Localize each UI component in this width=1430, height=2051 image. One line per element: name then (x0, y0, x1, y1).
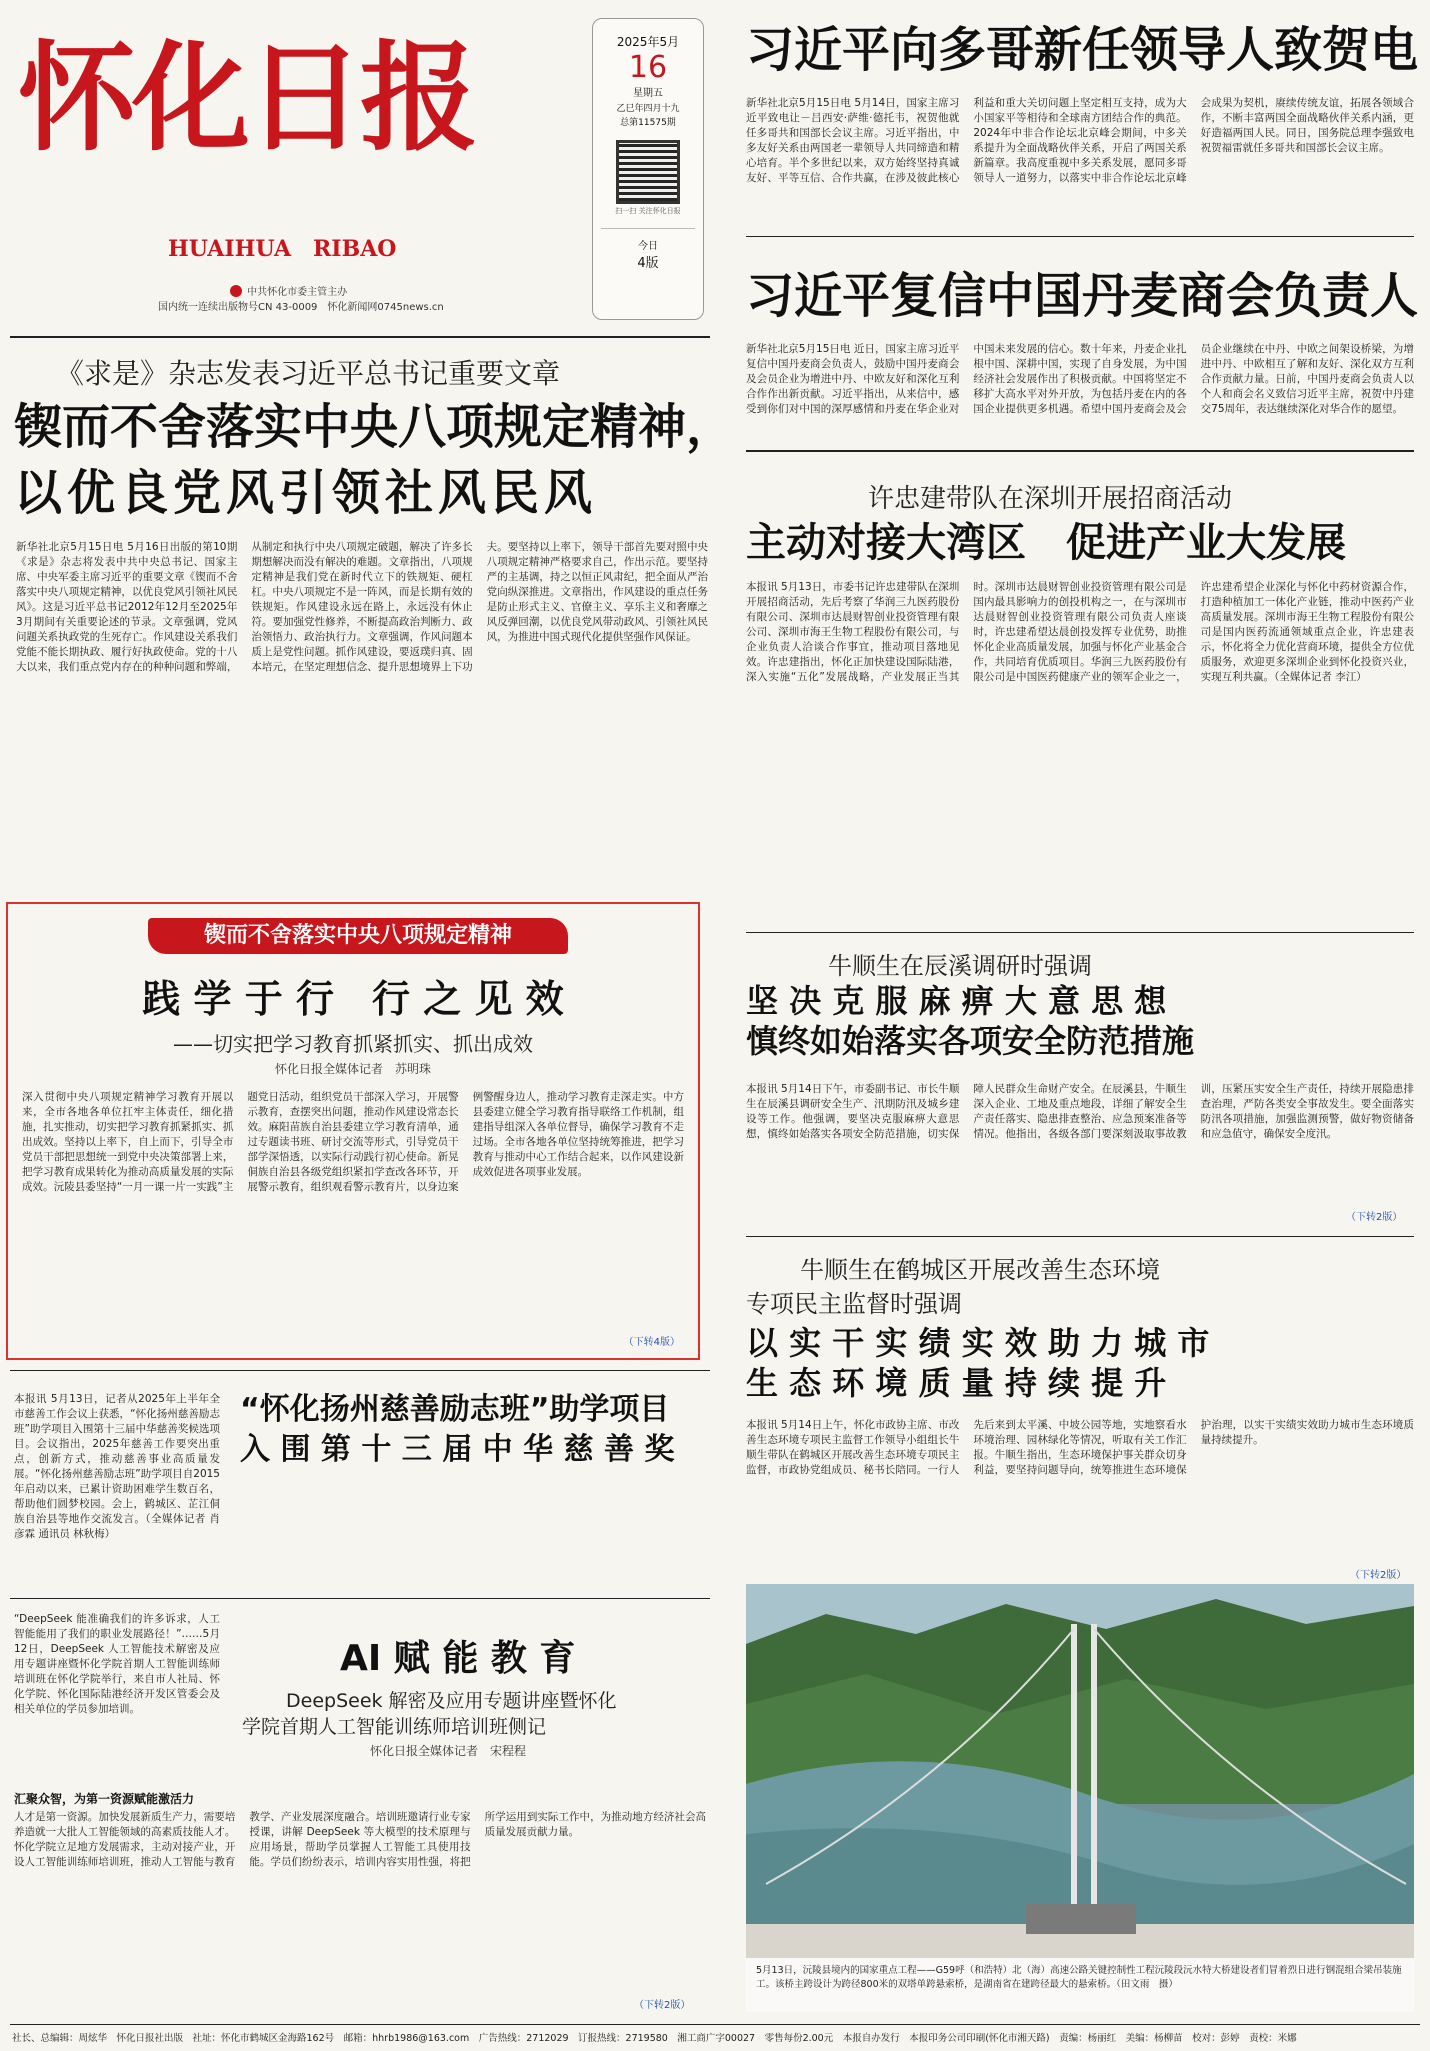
s1-title: 习近平向多哥新任领导人致贺电 (746, 22, 1419, 78)
date-box (592, 18, 704, 320)
divider (10, 336, 710, 338)
s7-title-line1: 以 实 干 实 绩 实 效 助 力 城 市 (746, 1324, 1210, 1362)
footer-info: 社长、总编辑：周炫华 怀化日报社出版 社址：怀化市鹤城区金海路162号 邮箱：hhrb1986@163.com 广告热线：2712029 订报热线：2719580 湘工商广字00027 零售每份2.00元 本报自办发行 本报印务公司印刷(怀化市湘天路) 责编：杨丽红 美编：杨柳苗 校对：彭婷 责校：米娜 (12, 2033, 1297, 2044)
s6-title-line1: 坚 决 克 服 麻 痹 大 意 思 想 (746, 982, 1167, 1020)
s9-section-head: 汇聚众智，为第一资源赋能激活力 (14, 1792, 195, 1806)
s4-title: 主动对接大湾区 促进产业大发展 (746, 520, 1346, 566)
bridge-photo-illustration (746, 1584, 1414, 2012)
s6-body: 本报讯 5月14日下午，市委副书记、市长牛顺生在辰溪县调研安全生产、汛期防汛及城乡建设等工作。他强调，要坚决克服麻痹大意思想，慎终如始落实各项安全防范措施，切实保障人民群众生命财产安全。在辰溪县，牛顺生深入企业、工地及重点地段，详细了解安全生产责任落实、隐患排查整治、应急预案准备等情况。他指出，各级各部门要深刻汲取事故教训，压紧压实安全生产责任，持续开展隐患排查治理，严防各类安全事故发生。要全面落实防汛各项措施，加强监测预警，做好物资储备和应急值守，确保安全度汛。 (746, 1083, 1414, 1140)
s5-title: 践 学 于 行 行 之 见 效 (142, 976, 564, 1021)
masthead-title: 怀化日报 (18, 28, 475, 167)
s1-body: 新华社北京5月15日电 5月14日，国家主席习近平致电让－吕西安·萨维·德托韦，祝贺他就任多哥共和国部长会议主席。习近平指出，中多友好关系由两国老一辈领导人共同缔造和精心培育。半个多世纪以来，双方始终坚持真诚友好、平等互信、合作共赢，在涉及彼此核心利益和重大关切问题上坚定相互支持，成为大小国家平等相待和全球南方团结合作的典范。2024年中非合作论坛北京峰会期间，中多关系提升为全面战略伙伴关系，开启了两国关系新篇章。我高度重视中多关系发展，愿同多哥领导人一道努力，以落实中非合作论坛北京峰会成果为契机，赓续传统友谊，拓展各领域合作，不断丰富两国全面战略伙伴关系内涵，更好造福两国人民。同日，国务院总理李强致电祝贺福雷就任多哥共和国部长会议主席。 (746, 97, 1414, 184)
divider (10, 1598, 710, 1599)
divider (10, 1370, 710, 1371)
s5-body: 深入贯彻中央八项规定精神学习教育开展以来，全市各地各单位扛牢主体责任，细化措施，扎实推动，切实把学习教育抓紧抓实、抓出成效。坚持以上率下，自上而下，引导全市党员干部把思想统一到党中央决策部署上来，把学习教育成果转化为推动高质量发展的实际成效。沅陵县委坚持“一月一课一片一实践”主题党日活动，组织党员干部深入学习，开展警示教育，查摆突出问题，推动作风建设常态长效。麻阳苗族自治县委建立学习教育清单，通过专题读书班、研讨交流等形式，引导党员干部学深悟透，以实际行动践行初心使命。新晃侗族自治县各级党组织紧扣学查改各环节，开展警示教育，组织观看警示教育片，以身边案例警醒身边人，推动学习教育走深走实。中方县委建立健全学习教育指导联络工作机制，组建指导组深入各单位督导，确保学习教育不走过场。全市各地各单位坚持统筹推进，把学习教育与推动中心工作结合起来，以作风建设新成效促进各项事业发展。 (22, 1091, 684, 1193)
publication-number: 国内统一连续出版物号CN 43-0009 怀化新闻网0745news.cn (158, 302, 444, 313)
s2-title: 习近平复信中国丹麦商会负责人 (746, 268, 1419, 324)
s3-kicker: 《求是》杂志发表习近平总书记重要文章 (56, 357, 561, 390)
s9-title: AI 赋 能 教 育 (340, 1638, 576, 1679)
divider (746, 236, 1414, 237)
s5-continued-link[interactable]: （下转4版） (623, 1337, 680, 1348)
s4-body: 本报讯 5月13日，市委书记许忠建带队在深圳开展招商活动，先后考察了华润三九医药股份有限公司、深圳市达晨财智创业投资管理有限公司、深圳市海王生物工程股份有限公司，与企业负责人洽谈合作事宜，推动项目落地见效。许忠建指出，怀化正加快建设国际陆港，深入实施“五化”发展战略，产业发展正当其时。深圳市达晨财智创业投资管理有限公司是国内最具影响力的创投机构之一，在与深圳市达晨财智创业投资管理有限公司负责人座谈时，许忠建希望达晨创投发挥专业优势，助推怀化企业高质量发展，加强与怀化产业基金合作，共同培育优质项目。华润三九医药股份有限公司是中国医药健康产业的领军企业之一，许忠建希望企业深化与怀化中药材资源合作，打造种植加工一体化产业链，推动中医药产业高质量发展。深圳市海王生物工程股份有限公司是国内医药流通领域重点企业，许忠建表示，怀化将全力优化营商环境，提供全方位优质服务，欢迎更多深圳企业到怀化投资兴业，实现互利共赢。（全媒体记者 李江） (746, 581, 1414, 683)
s2-body: 新华社北京5月15日电 近日，国家主席习近平复信中国丹麦商会负责人，鼓励中国丹麦商会及会员企业为增进中丹、中欧友好和深化互利合作作出新贡献。习近平指出，从来信中，感受到你们对中国的深厚感情和丹麦在华企业对中国未来发展的信心。数十年来，丹麦企业扎根中国、深耕中国，实现了自身发展，为中国经济社会发展作出了积极贡献。中国将坚定不移扩大高水平对外开放，为包括丹麦在内的各国企业提供更多机遇。希望中国丹麦商会及会员企业继续在中丹、中欧之间架设桥梁，为增进中丹、中欧相互了解和友好、深化双方互利合作贡献力量。日前，中国丹麦商会负责人以个人和商会名义致信习近平主席，祝贺中丹建交75周年，表达继续深化对华合作的愿望。 (746, 343, 1414, 415)
divider (746, 450, 1414, 452)
party-emblem-icon (230, 285, 242, 297)
date-weekday: 星期五 (633, 88, 663, 99)
s8-body: 本报讯 5月13日，记者从2025年上半年全市慈善工作会议上获悉，“怀化扬州慈善励志班”助学项目入围第十三届中华慈善奖候选项目。会议指出，2025年慈善工作要突出重点，创新方式，推动慈善事业高质量发展。“怀化扬州慈善励志班”助学项目自2015年启动以来，已累计资助困难学生数百名，帮助他们圆梦校园。会上，鹤城区、芷江侗族自治县等地作交流发言。（全媒体记者 肖彦霖 通讯员 林秋梅） (14, 1393, 220, 1540)
s8-title-line2: 入 围 第 十 三 届 中 华 慈 善 奖 (240, 1432, 675, 1467)
s9-body: 人才是第一资源。加快发展新质生产力，需要培养造就一大批人工智能领域的高素质技能人才。怀化学院立足地方发展需求，主动对接产业，开设人工智能训练师培训班，推动人工智能与教育教学、产业发展深度融合。培训班邀请行业专家授课，讲解 DeepSeek 等大模型的技术原理与应用场景，帮助学员掌握人工智能工具使用技能。学员们纷纷表示，培训内容实用性强，将把所学运用到实际工作中，为推动地方经济社会高质量发展贡献力量。 (14, 1811, 706, 1868)
s7-kicker1: 牛顺生在鹤城区开展改善生态环境 (800, 1256, 1160, 1284)
footer-rule (10, 2024, 1420, 2025)
pages-label: 今日 (638, 241, 658, 252)
s5-banner: 锲而不舍落实中央八项规定精神 (148, 918, 568, 954)
masthead-pinyin: HUAIHUA RIBAO (168, 236, 397, 262)
s9-lead: “DeepSeek 能准确我们的许多诉求，人工智能能用了我们的职业发展路径！”……5月12日，DeepSeek 人工智能技术解密及应用专题讲座暨怀化学院首期人工智能训练师培训班在怀化学院举行，来自市人社局、怀化学院、怀化国际陆港经济开发区管委会及相关单位的学员参加培训。 (14, 1613, 220, 1715)
s4-kicker: 许忠建带队在深圳开展招商活动 (868, 484, 1233, 514)
s6-continued-link[interactable]: （下转2版） (1346, 1212, 1403, 1223)
masthead (10, 10, 590, 330)
s9-subtitle-line1: DeepSeek 解密及应用专题讲座暨怀化 (286, 1690, 617, 1712)
s6-kicker: 牛顺生在辰溪调研时强调 (828, 952, 1092, 980)
date-day: 16 (628, 50, 668, 85)
s3-title-line2: 以优良党风引领社风民风 (14, 465, 598, 521)
photo-caption: 5月13日，沅陵县境内的国家重点工程——G59呼（和浩特）北（海）高速公路关键控制性工程沅陵段沅水特大桥建设者们冒着烈日进行钢混组合梁吊装施工。该桥主跨设计为跨径800米的双塔单跨悬索桥，是湖南省在建跨径最大的悬索桥。（田文雨 摄） (746, 1958, 1414, 2012)
s3-title-line1: 锲而不舍落实中央八项规定精神， (14, 399, 735, 455)
date-lunar: 乙巳年四月十九 (616, 104, 680, 114)
s8-title-line1: “怀化扬州慈善励志班”助学项目 (240, 1392, 670, 1427)
s5-box (6, 902, 700, 1360)
s7-body: 本报讯 5月14日上午，怀化市政协主席、市改善生态环境专项民主监督工作领导小组组长牛顺生带队在鹤城区开展改善生态环境专项民主监督，市政协党组成员、秘书长陪同。一行人先后来到太平溪、中坡公园等地，实地察看水环境治理、园林绿化等情况，听取有关工作汇报。牛顺生指出，生态环境保护事关群众切身利益，要坚持问题导向，统筹推进生态环境保护治理，以实干实绩实效助力城市生态环境质量持续提升。 (746, 1419, 1414, 1476)
s5-byline: 怀化日报全媒体记者 苏明珠 (274, 1062, 431, 1076)
s9-subtitle-line2: 学院首期人工智能训练师培训班侧记 (242, 1716, 547, 1738)
s3-body: 新华社北京5月15日电 5月16日出版的第10期《求是》杂志将发表中共中央总书记、国家主席、中央军委主席习近平的重要文章《锲而不舍落实中央八项规定精神，以优良党风引领社风民风》。这是习近平总书记2012年12月至2025年3月期间有关重要论述的节录。文章强调，党风问题关系执政党的生死存亡。作风建设关系我们党能不能长期执政、履行好执政使命。党的十八大以来，我们重点党内存在的种种问题和弊端，从制定和执行中央八项规定破题，解决了许多长期想解决而没有解决的难题。文章指出，八项规定精神是我们党在新时代立下的铁规矩、硬杠杠。中央八项规定不是一阵风，而是长期有效的铁规矩。作风建设永远在路上，永远没有休止符。要加强党性修养，不断提高政治判断力、政治领悟力、政治执行力。文章强调，作风问题本质上是党性问题。抓作风建设，要返璞归真、固本培元，在坚定理想信念、提升思想境界上下功夫。要坚持以上率下，领导干部首先要对照中央八项规定精神严格要求自己，作出示范。要坚持严的主基调，持之以恒正风肃纪，把全面从严治党向纵深推进。文章指出，作风建设的重点任务是防止形式主义、官僚主义、享乐主义和奢靡之风反弹回潮，以优良党风带动政风、引领社风民风，为推进中国式现代化提供坚强作风保证。 (16, 541, 708, 673)
divider (746, 932, 1414, 933)
qr-caption: 扫一扫 关注怀化日报 (615, 207, 681, 215)
issue-number: 总第11575期 (620, 118, 676, 128)
divider (746, 1236, 1414, 1237)
s9-byline: 怀化日报全媒体记者 宋程程 (370, 1744, 527, 1758)
sponsor-line: 中共怀化市委主管主办 (230, 280, 347, 299)
s5-subtitle: ——切实把学习教育抓紧抓实、抓出成效 (173, 1032, 533, 1056)
qr-code-icon[interactable] (616, 140, 680, 204)
s6-title-line2: 慎终如始落实各项安全防范措施 (746, 1022, 1195, 1060)
date-year-month: 2025年5月 (616, 35, 680, 49)
s7-continued-link[interactable]: （下转2版） (1350, 1570, 1407, 1581)
s9-continued-link[interactable]: （下转2版） (634, 2000, 691, 2011)
pages-count: 4版 (637, 256, 659, 271)
s7-kicker2: 专项民主监督时强调 (746, 1290, 962, 1318)
bridge-photo (746, 1584, 1414, 2012)
s7-title-line2: 生 态 环 境 质 量 持 续 提 升 (746, 1364, 1167, 1402)
